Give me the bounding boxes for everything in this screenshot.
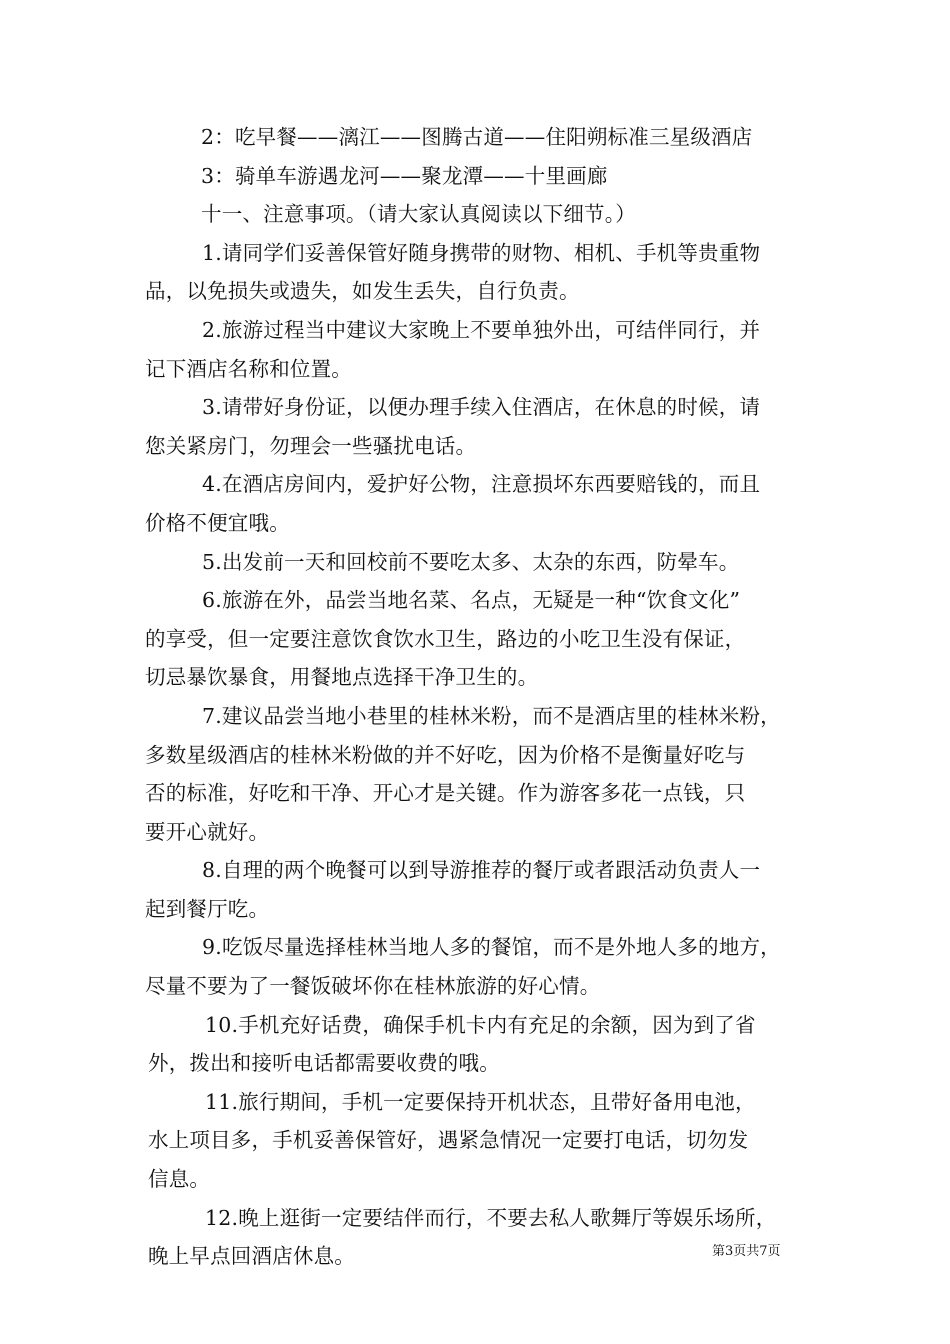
note-12-line-1: 12.晚上逛街一定要结伴而行，不要去私人歌舞厅等娱乐场所， xyxy=(205,1205,777,1230)
note-7-line-2: 多数星级酒店的桂林米粉做的并不好吃，因为价格不是衡量好吃与 xyxy=(145,742,746,767)
note-1-line-2: 品，以免损失或遗失，如发生丢失，自行负责。 xyxy=(145,279,580,304)
note-7-line-4: 要开心就好。 xyxy=(145,819,270,844)
note-11-line-3: 信息。 xyxy=(148,1167,211,1192)
note-12-line-2: 晚上早点回酒店休息。 xyxy=(148,1244,355,1269)
note-3-line-2: 您关紧房门，勿理会一些骚扰电话。 xyxy=(145,433,477,458)
itinerary-day-3: 3：骑单车游遇龙河——聚龙潭——十里画廊 xyxy=(201,163,608,188)
note-1-line-1: 1.请同学们妥善保管好随身携带的财物、相机、手机等贵重物 xyxy=(202,240,761,265)
note-11-line-1: 11.旅行期间，手机一定要保持开机状态，且带好备用电池， xyxy=(205,1089,756,1114)
note-9-line-2: 尽量不要为了一餐饭破坏你在桂林旅游的好心情。 xyxy=(145,974,601,999)
page-number-footer: 第3页共7页 xyxy=(712,1244,781,1259)
itinerary-day-2: 2：吃早餐——漓江——图腾古道——住阳朔标准三星级酒店 xyxy=(201,125,753,149)
note-7-line-3: 否的标准，好吃和干净、开心才是关键。作为游客多花一点钱，只 xyxy=(145,781,746,806)
note-2-line-1: 2.旅游过程当中建议大家晚上不要单独外出，可结伴同行，并 xyxy=(202,317,761,342)
note-3-line-1: 3.请带好身份证，以便办理手续入住酒店，在休息的时候，请 xyxy=(202,395,761,420)
note-6-line-3: 切忌暴饮暴食，用餐地点选择干净卫生的。 xyxy=(145,665,539,690)
note-11-line-2: 水上项目多，手机妥善保管好，遇紧急情况一定要打电话，切勿发 xyxy=(148,1128,749,1153)
document-body xyxy=(145,118,813,1276)
note-8-line-1: 8.自理的两个晚餐可以到导游推荐的餐厅或者跟活动负责人一 xyxy=(202,858,761,883)
note-5-line-1: 5.出发前一天和回校前不要吃太多、太杂的东西，防晕车。 xyxy=(202,549,740,574)
note-2-line-2: 记下酒店名称和位置。 xyxy=(145,356,352,381)
note-4-line-1: 4.在酒店房间内，爱护好公物，注意损坏东西要赔钱的，而且 xyxy=(202,472,761,497)
note-10-line-2: 外，拨出和接听电话都需要收费的哦。 xyxy=(148,1051,500,1076)
note-6-line-2: 的享受，但一定要注意饮食饮水卫生，路边的小吃卫生没有保证， xyxy=(145,626,746,651)
note-8-line-2: 起到餐厅吃。 xyxy=(145,896,270,921)
note-9-line-1: 9.吃饭尽量选择桂林当地人多的餐馆，而不是外地人多的地方， xyxy=(202,935,781,960)
note-4-line-2: 价格不便宜哦。 xyxy=(145,510,290,535)
note-7-line-1: 7.建议品尝当地小巷里的桂林米粉，而不是酒店里的桂林米粉， xyxy=(202,703,781,728)
note-6-line-1: 6.旅游在外，品尝当地名菜、名点，无疑是一种“饮食文化” xyxy=(202,588,741,613)
section-heading-notes: 十一、注意事项。（请大家认真阅读以下细节。） xyxy=(201,202,636,227)
note-10-line-1: 10.手机充好话费，确保手机卡内有充足的余额，因为到了省 xyxy=(205,1012,756,1037)
